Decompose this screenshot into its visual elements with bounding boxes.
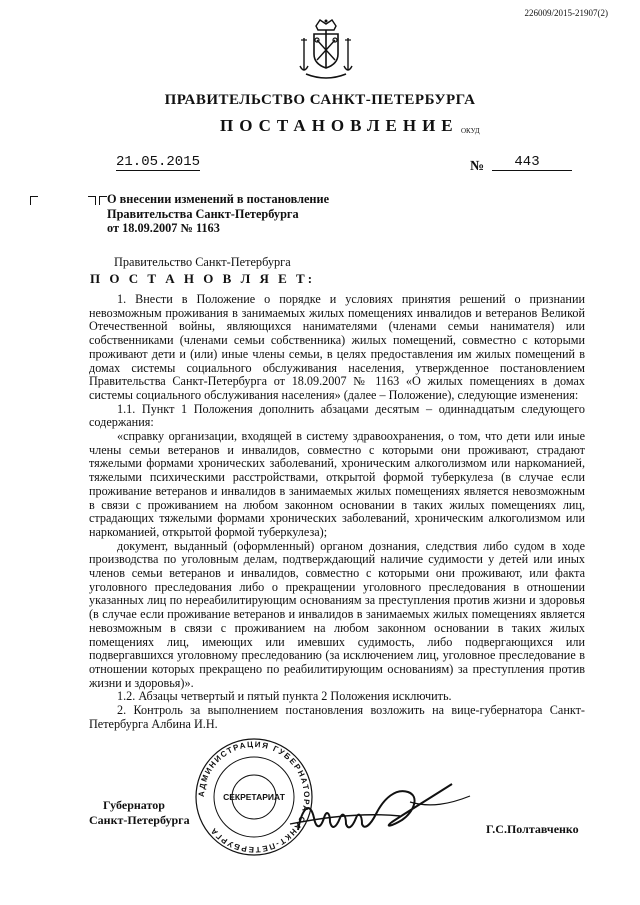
document-body bbox=[89, 293, 585, 732]
title-line: Правительства Санкт-Петербурга bbox=[107, 206, 299, 221]
document-type: ПОСТАНОВЛЕНИЕ bbox=[220, 116, 459, 135]
government-name: ПРАВИТЕЛЬСТВО САНКТ-ПЕТЕРБУРГА bbox=[164, 92, 476, 108]
title-line: О внесении изменений в постановление bbox=[107, 192, 330, 206]
corner-mark bbox=[88, 196, 96, 205]
paragraph: 1.2. Абзацы четвертый и пятый пункта 2 Положения исключить. bbox=[117, 689, 452, 704]
coat-of-arms-icon bbox=[298, 18, 354, 82]
stamp-center-text: СЕКРЕТАРИАТ bbox=[223, 792, 285, 802]
signatory-position bbox=[89, 798, 190, 828]
paragraph: документ, выданный (оформленный) органом дознания, следствия либо судом в ходе производства по уголовным делам, подтверждающий наличие судимости у детей или иных членов семьи ветеранов и инвалидов, совместно с которыми они проживают, или факта уголовного преследования либо о прекращении уголовного преследования в отношении указанных лиц по нереабилитирующим основаниям за преступления против жизни и здоровья (в случае если проживание ветеранов и инвалидов в занимаемых жилых помещениях является невозможным в связи с проживанием на любом законном основании в таких жилых помещениях лиц, имеющих или имевших судимость, либо подвергающихся или подвергавшихся уголовному преследованию (за исключением лиц, уголовное преследование в отношении которых прекращено по реабилитирующим основаниям) за преступления против жизни и здоровья)». bbox=[89, 538, 585, 690]
document-title bbox=[107, 192, 329, 236]
corner-mark bbox=[99, 196, 107, 205]
position-line: Санкт-Петербурга bbox=[89, 813, 190, 827]
paragraph: «справку организации, входящей в систему здравоохранения, о том, что дети или иные члены семьи ветеранов и инвалидов, совместно с которыми они проживают, страдают тяжелыми формами хронических заболеваний, хроническим алкоголизмом или наркоманией, тяжелыми психическими расстройствами, открытой формой туберкулеза (в случае если проживание ветеранов и инвалидов в занимаемых жилых помещениях является невозможным в связи с проживанием на любом законном основании в таких жилых помещениях лиц, страдающих тяжелыми формами хронических заболеваний, хроническим алкоголизмом или наркоманией, открытой формой туберкулеза); bbox=[89, 429, 585, 539]
decree-heading: П О С Т А Н О В Л Я Е Т: bbox=[90, 271, 316, 286]
issuer: Правительство Санкт-Петербурга bbox=[114, 255, 291, 269]
position-line: Губернатор bbox=[103, 798, 165, 812]
stamp-ring-text: АДМИНИСТРАЦИЯ ГУБЕРНАТОРА САНКТ-ПЕТЕРБУРГА bbox=[196, 739, 312, 855]
document-date: 21.05.2015 bbox=[116, 154, 201, 170]
number-sign: № bbox=[470, 159, 485, 174]
corner-mark bbox=[30, 196, 38, 205]
document-number: 443 bbox=[492, 154, 572, 171]
document-id: 226009/2015-21907(2) bbox=[524, 8, 608, 18]
handwritten-signature bbox=[280, 778, 480, 848]
paragraph: 2. Контроль за выполнением постановления возложить на вице-губернатора Санкт-Петербурга Албина И.Н. bbox=[89, 703, 585, 731]
signatory-name: Г.С.Полтавченко bbox=[486, 822, 579, 836]
title-line: от 18.09.2007 № 1163 bbox=[107, 221, 220, 235]
paragraph: 1.1. Пункт 1 Положения дополнить абзацами десятым – одиннадцатым следующего содержания: bbox=[89, 401, 585, 430]
paragraph: 1. Внести в Положение о порядке и условиях принятия решений о признании невозможным проживания в занимаемых жилых помещениях инвалидов и ветеранов Великой Отечественной войны, являющихся нанимателями (членами семьи нанимателя) или собственниками (членами семьи собственника) жилых помещений, совместно с которыми проживают дети и (или) иные члены семьи, в целях предоставления им жилых помещений в домах системы социального обслуживания населения, утвержденное постановлением Правительства Санкт-Петербурга от 18.09.2007 № 1163 «О жилых помещениях в домах системы социального обслуживания населения» (далее – Положение), следующие изменения: bbox=[89, 292, 585, 402]
okud-label: ОКУД bbox=[461, 127, 480, 135]
